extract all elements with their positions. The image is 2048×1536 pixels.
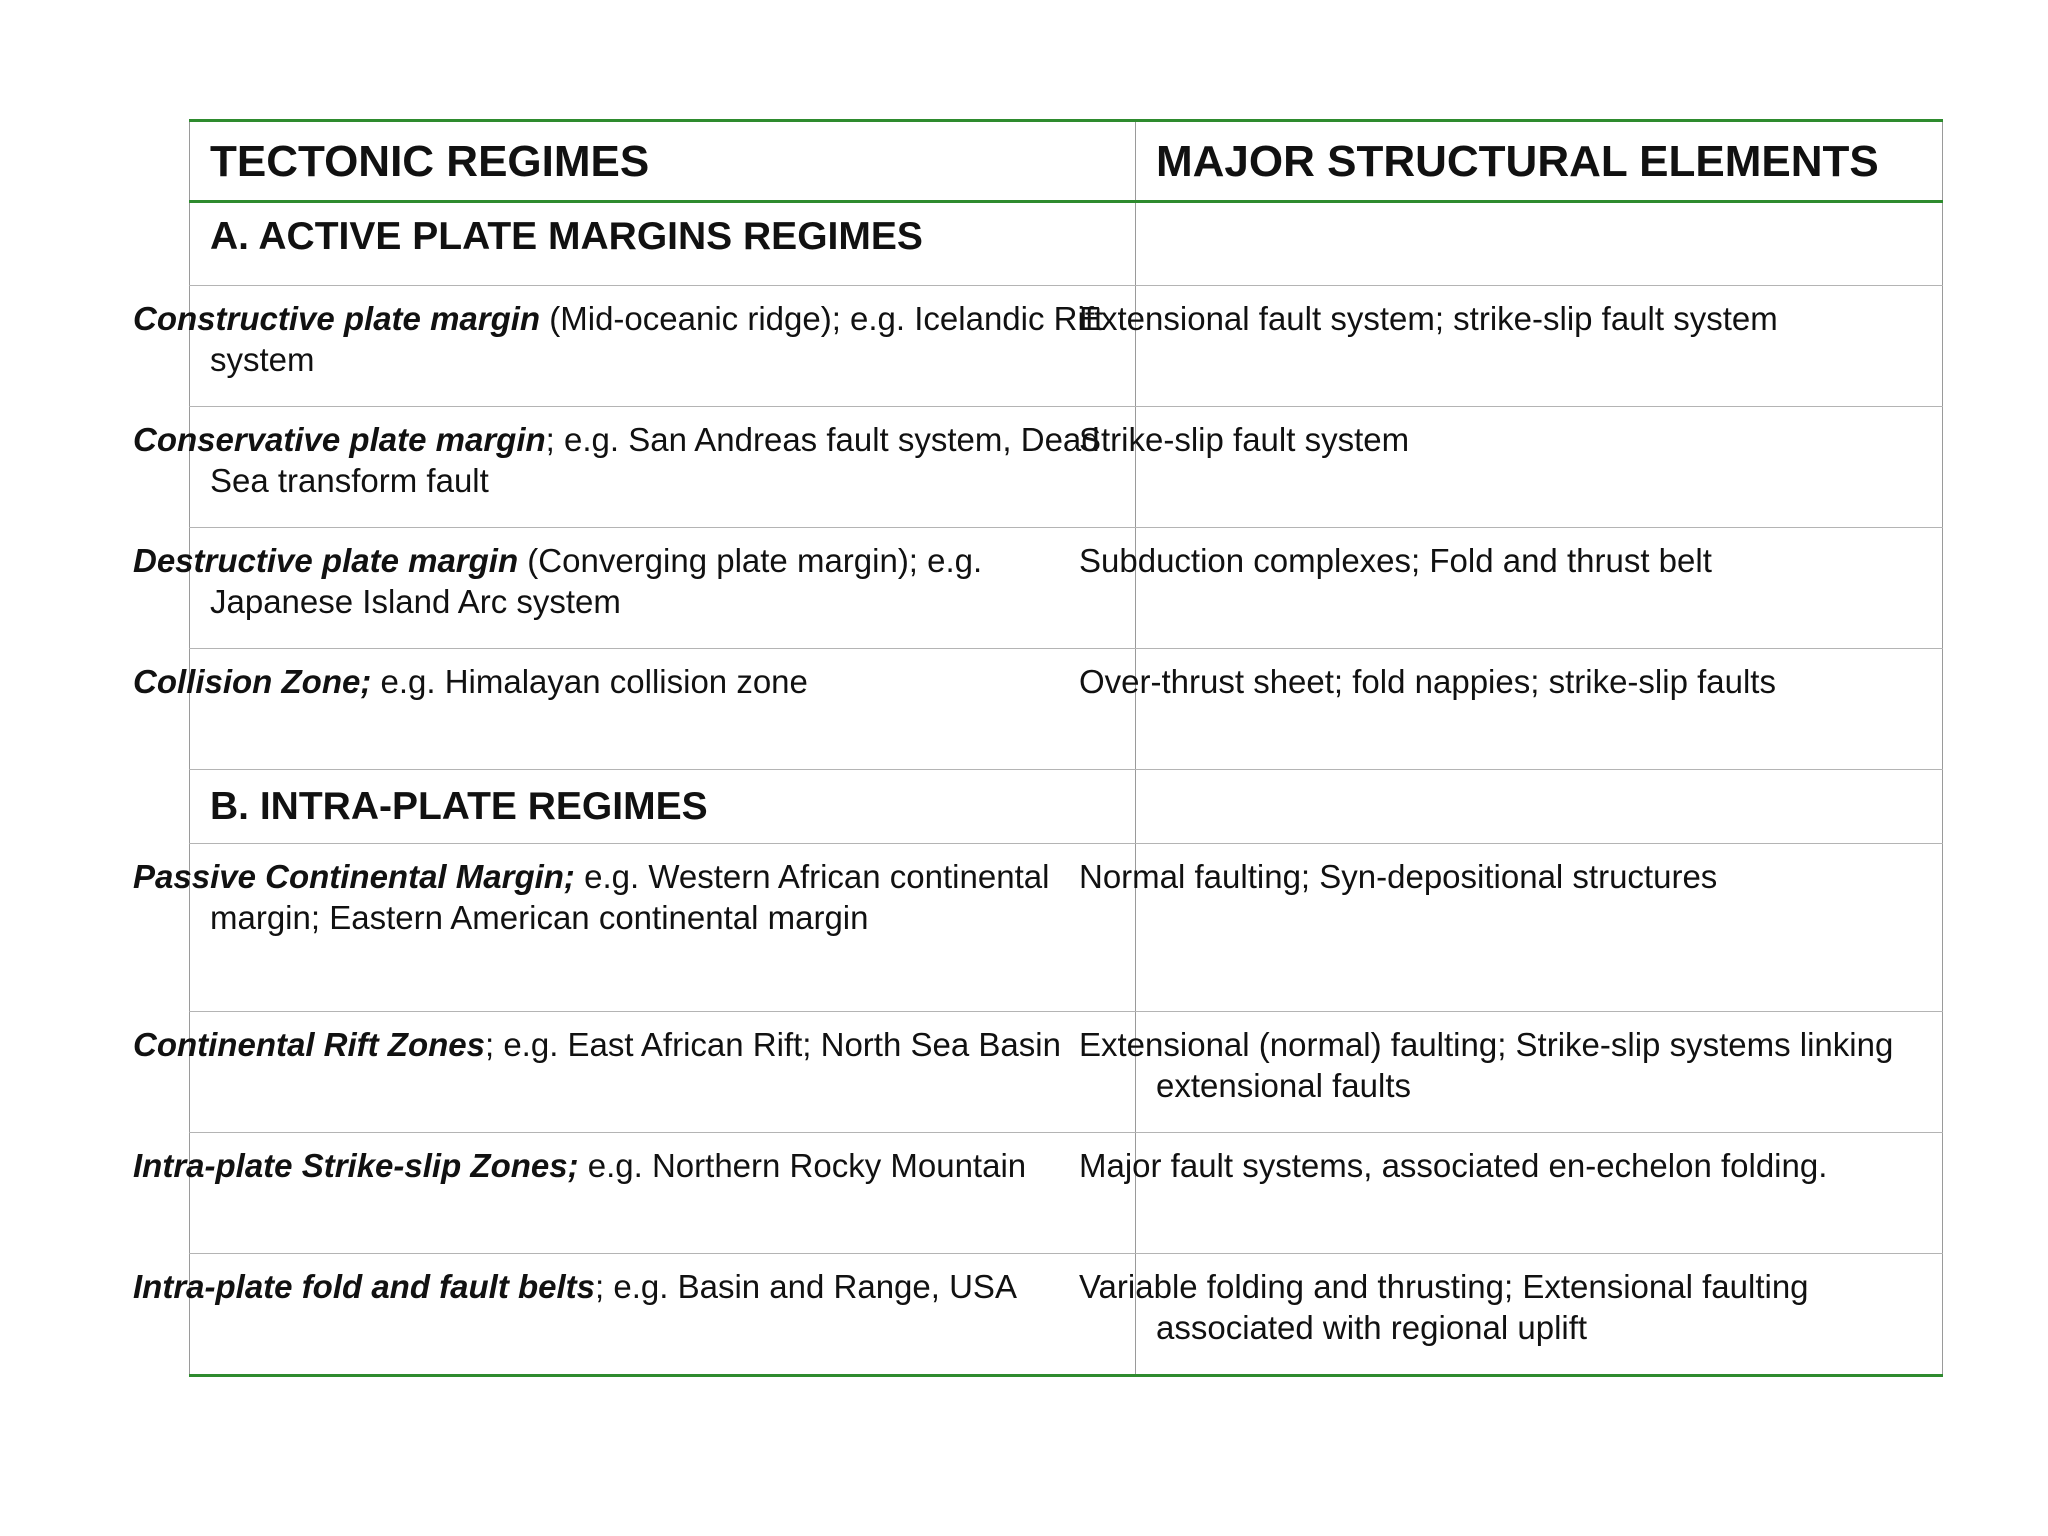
regime-description: ; e.g. San Andreas fault system, Dead Sea transform fault (210, 421, 1100, 499)
regime-term: Destructive plate margin (133, 542, 519, 579)
section-title: A. ACTIVE PLATE MARGINS REGIMES (190, 202, 1136, 286)
table-row (190, 286, 1943, 407)
column-header-tectonic-regimes: TECTONIC REGIMES (190, 121, 1136, 202)
structural-elements-cell: Subduction complexes; Fold and thrust belt (1136, 528, 1943, 649)
empty-cell (1136, 202, 1943, 286)
section-row-intra-plate (190, 770, 1943, 844)
structural-elements-cell: Variable folding and thrusting; Extensional faulting associated with regional uplift (1136, 1254, 1943, 1376)
table-row (190, 1254, 1943, 1376)
regime-term: Intra-plate fold and fault belts (133, 1268, 596, 1305)
regime-term: Passive Continental Margin; (133, 858, 575, 895)
regime-term: Continental Rift Zones (133, 1026, 485, 1063)
regime-description: (Mid-oceanic ridge); e.g. Icelandic Rift system (210, 300, 1104, 378)
regime-cell (133, 528, 1136, 649)
regime-cell (133, 1133, 1136, 1254)
regime-description: e.g. Himalayan collision zone (371, 663, 808, 700)
tectonic-regimes-table (133, 119, 1943, 1377)
column-header-structural-elements: MAJOR STRUCTURAL ELEMENTS (1136, 121, 1943, 202)
table-row (190, 407, 1943, 528)
section-row-active-plate-margins (190, 202, 1943, 286)
empty-cell (1136, 770, 1943, 844)
structural-elements-cell: Extensional (normal) faulting; Strike-slip systems linking extensional faults (1136, 1012, 1943, 1133)
structural-elements-cell: Major fault systems, associated en-echelon folding. (1136, 1133, 1943, 1254)
table-row (190, 844, 1943, 1012)
regime-description: ; e.g. Basin and Range, USA (595, 1268, 1017, 1305)
regime-description: e.g. Northern Rocky Mountain (578, 1147, 1027, 1184)
regime-term: Collision Zone; (133, 663, 372, 700)
regime-cell (133, 1254, 1136, 1376)
structural-elements-cell: Strike-slip fault system (1136, 407, 1943, 528)
regime-term: Constructive plate margin (133, 300, 541, 337)
table-row (190, 528, 1943, 649)
regime-cell (133, 1012, 1136, 1133)
regime-description: (Converging plate margin); e.g. Japanese Island Arc system (210, 542, 983, 620)
regime-description: e.g. Western African continental margin; Eastern American continental margin (210, 858, 1050, 936)
structural-elements-cell: Extensional fault system; strike-slip fault system (1136, 286, 1943, 407)
regime-cell (133, 286, 1136, 407)
section-title: B. INTRA-PLATE REGIMES (190, 770, 1136, 844)
regime-description: ; e.g. East African Rift; North Sea Basin (484, 1026, 1061, 1063)
structural-elements-cell: Normal faulting; Syn-depositional structures (1136, 844, 1943, 1012)
regime-term: Conservative plate margin (133, 421, 546, 458)
regime-cell (133, 407, 1136, 528)
table-row (190, 649, 1943, 770)
table-row (190, 1012, 1943, 1133)
table-row (190, 1133, 1943, 1254)
regime-term: Intra-plate Strike-slip Zones; (133, 1147, 579, 1184)
regime-cell (133, 844, 1136, 1012)
structural-elements-cell: Over-thrust sheet; fold nappies; strike-slip faults (1136, 649, 1943, 770)
header-row (190, 121, 1943, 202)
regime-cell (133, 649, 1136, 770)
